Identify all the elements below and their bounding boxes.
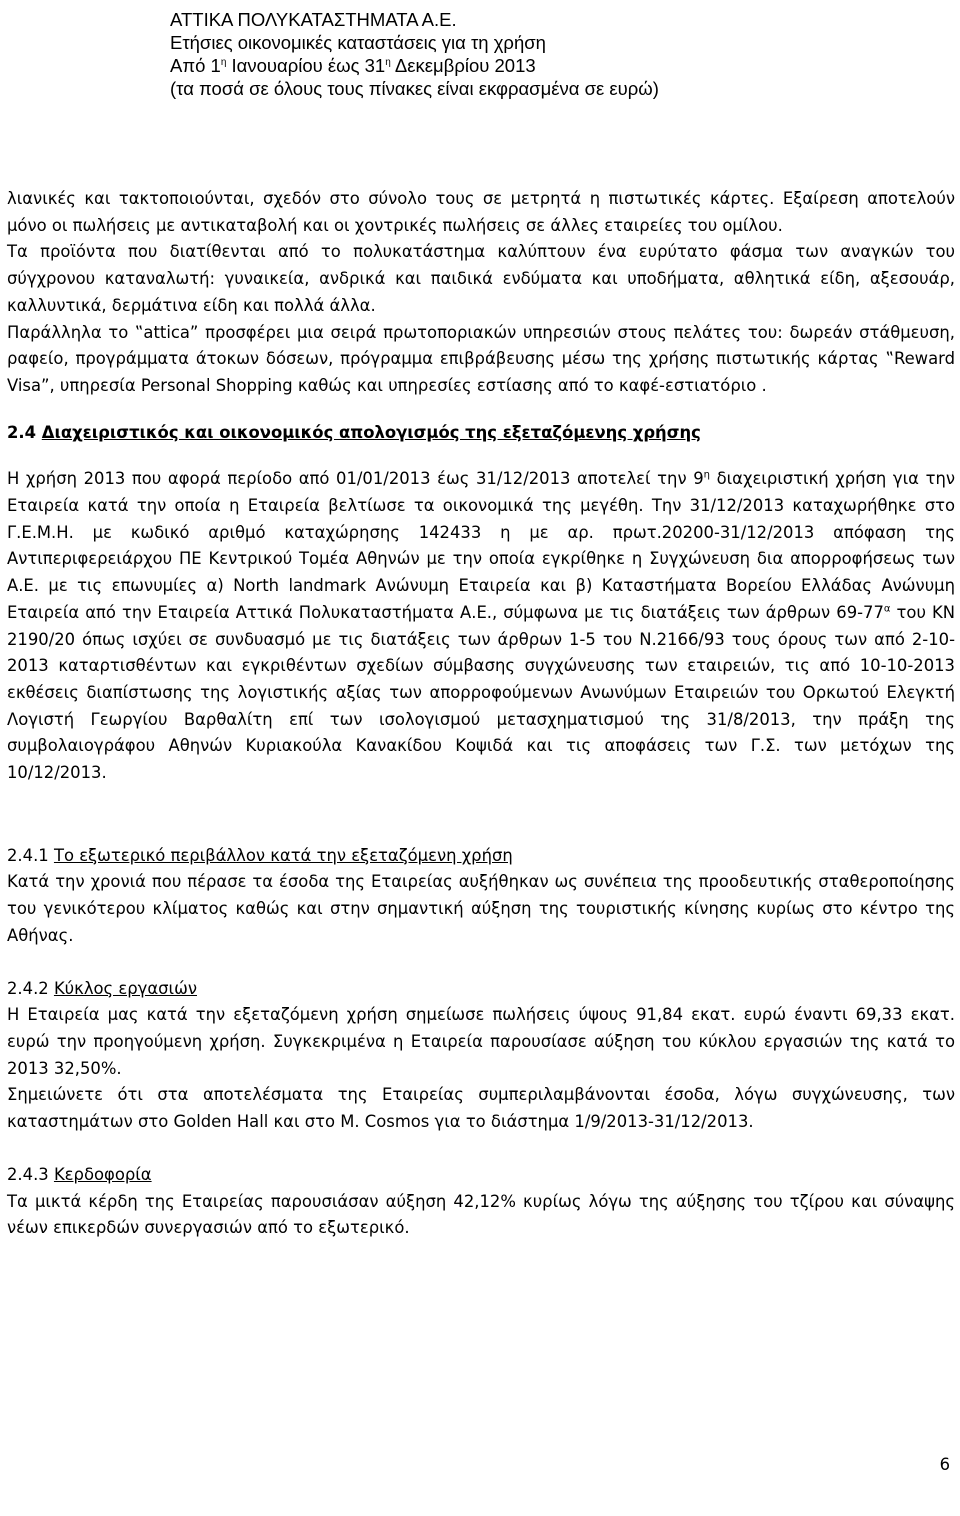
subsection-2-4-3-text: Τα μικτά κέρδη της Εταιρείας παρουσιάσαν αύξηση 42,12% κυρίως λόγω της αύξησης του τζίρου και σύναψης νέων επικερδών συνεργασιών από το εξωτερικό. bbox=[7, 1191, 955, 1238]
subsection-2-4-2-text-1: Η Εταιρεία μας κατά την εξεταζόμενη χρήση σημείωσε πωλήσεις ύψους 91,84 εκατ. ευρώ έναντι 69,33 εκατ. ευρώ την προηγούμενη χρήση. Συγκεκριμένα η Εταιρεία παρουσίασε αύξηση του κύκλου εργασιών της κατά το 2013 32,50%. bbox=[7, 1005, 955, 1078]
subsection-heading-2-4-1: 2.4.1 Το εξωτερικό περιβάλλον κατά την εξεταζόμενη χρήση bbox=[7, 845, 513, 865]
section-heading-2-4: 2.4 Διαχειριστικός και οικονομικός απολογισμός της εξεταζόμενης χρήσης bbox=[7, 422, 701, 442]
company-name: ΑΤΤΙΚΑ ΠΟΛΥΚΑΤΑΣΤΗΜΑΤΑ Α.Ε. bbox=[170, 9, 457, 30]
subsection-2-4-1-text: Κατά την χρονιά που πέρασε τα έσοδα της Εταιρείας αυξήθηκαν ως συνέπεια της προοδευτικής σταθεροποίησης του γενικότερου κλίματος καθώς και στην σημαντική αύξηση της τουριστικής κίνησης κυρίως στο κέντρο της Αθήνας. bbox=[7, 872, 955, 945]
intro-paragraph-3: Παράλληλα το ‟attica” προσφέρει μια σειρά πρωτοποριακών υπηρεσιών στους πελάτες του: δωρεάν στάθμευση, ραφείο, προγράμματα άτοκων δόσεων, πρόγραμμα επιβράβευσης μέσω της χρήσης πιστωτικής κάρτας ‟Reward Visa”, υπηρεσία Personal Shopping καθώς και υπηρεσίες εστίασης από το καφέ-εστιατόριο . bbox=[7, 322, 955, 395]
section-2-4-paragraph: Η χρήση 2013 που αφορά περίοδο από 01/01/2013 έως 31/12/2013 αποτελεί την $9^\eta$ διαχειριστική χρήση για την Εταιρεία κατά την οποία η Εταιρεία βελτίωσε τα οικονομικά της μεγέθη. Την 31/12/2013 καταχωρήθηκε στο Γ.Ε.Μ.Η. με κωδικό αριθμό καταχώρησης 142433 η με αρ. πρωτ.20200-31/12/2013 απόφαση της Αντιπεριφερειάρχου ΠΕ Κεντρικού Τομέα Αθηνών με την οποία εγκρίθηκε η Συγχώνευση δια απορροφήσεως των Α.Ε. με τις επωνυμίες α) North landmark Ανώνυμη Εταιρεία και β) Καταστήματα Βορείου Ελλάδας Ανώνυμη Εταιρεία από την Εταιρεία Αττικά Πολυκαταστήματα Α.Ε., σύμφωνα με τις διατάξεις των άρθρων $69-77^\alpha$ του ΚΝ 2190/20 όπως ισχύει σε συνδυασμό με τις διατάξεις των άρθρων 1-5 του Ν.2166/93 τους όρους των από 2-10-2013 καταρτισθέντων και εγκριθέντων σχεδίων σύμβασης συγχώνευσης των εταιρειών, τις από 10-10-2013 εκθέσεις διαπίστωσης της λογιστικής αξίας των απορροφούμενων Ανωνύμων Εταιρειών του Ορκωτού Ελεγκτή Λογιστή Γεωργίου Βαρθαλίτη επί των ισολογισμού μετασχηματισμού της 31/8/2013, την πράξη της συμβολαιογράφου Αθηνών Κυριακούλα Κανακίδου Κοψιδά και τις αποφάσεις των Γ.Σ. των μετόχων της 10/12/2013. bbox=[7, 469, 955, 783]
report-subtitle: Ετήσιες οικονομικές καταστάσεις για τη χρήση bbox=[170, 32, 546, 53]
intro-paragraph-1: λιανικές και τακτοποιούνται, σχεδόν στο σύνολο τους σε μετρητά η πιστωτικές κάρτες. Εξαίρεση αποτελούν μόνο οι πωλήσεις με αντικαταβολή και οι χοντρικές πωλήσεις σε άλλες εταιρείες του ομίλου. bbox=[7, 189, 955, 235]
page-body bbox=[7, 186, 955, 1242]
page-header bbox=[170, 8, 950, 100]
subsection-heading-2-4-2: 2.4.2 Κύκλος εργασιών bbox=[7, 978, 197, 998]
subsection-heading-2-4-3: 2.4.3 Κερδοφορία bbox=[7, 1164, 152, 1184]
page-number: 6 bbox=[939, 1455, 950, 1474]
report-period: Από $1^\eta$ Ιανουαρίου έως $31^\eta$ Δεκεμβρίου 2013 bbox=[170, 55, 536, 76]
subsection-2-4-2-text-2: Σημειώνετε ότι στα αποτελέσματα της Εταιρείας συμπεριλαμβάνονται έσοδα, λόγω συγχώνευσης, των καταστημάτων στο Golden Hall και στο M. Cosmos για το διάστημα 1/9/2013-31/12/2013. bbox=[7, 1085, 955, 1132]
intro-paragraph-2: Τα προϊόντα που διατίθενται από το πολυκατάστημα καλύπτουν ένα ευρύτατο φάσμα των αναγκών του σύγχρονου καταναλωτή: γυναικεία, ανδρικά και παιδικά ενδύματα και υποδήματα, αθλητικά είδη, αξεσουάρ, καλλυντικά, δερμάτινα είδη και πολλά άλλα. bbox=[7, 242, 955, 315]
currency-note: (τα ποσά σε όλους τους πίνακες είναι εκφρασμένα σε ευρώ) bbox=[170, 78, 659, 99]
